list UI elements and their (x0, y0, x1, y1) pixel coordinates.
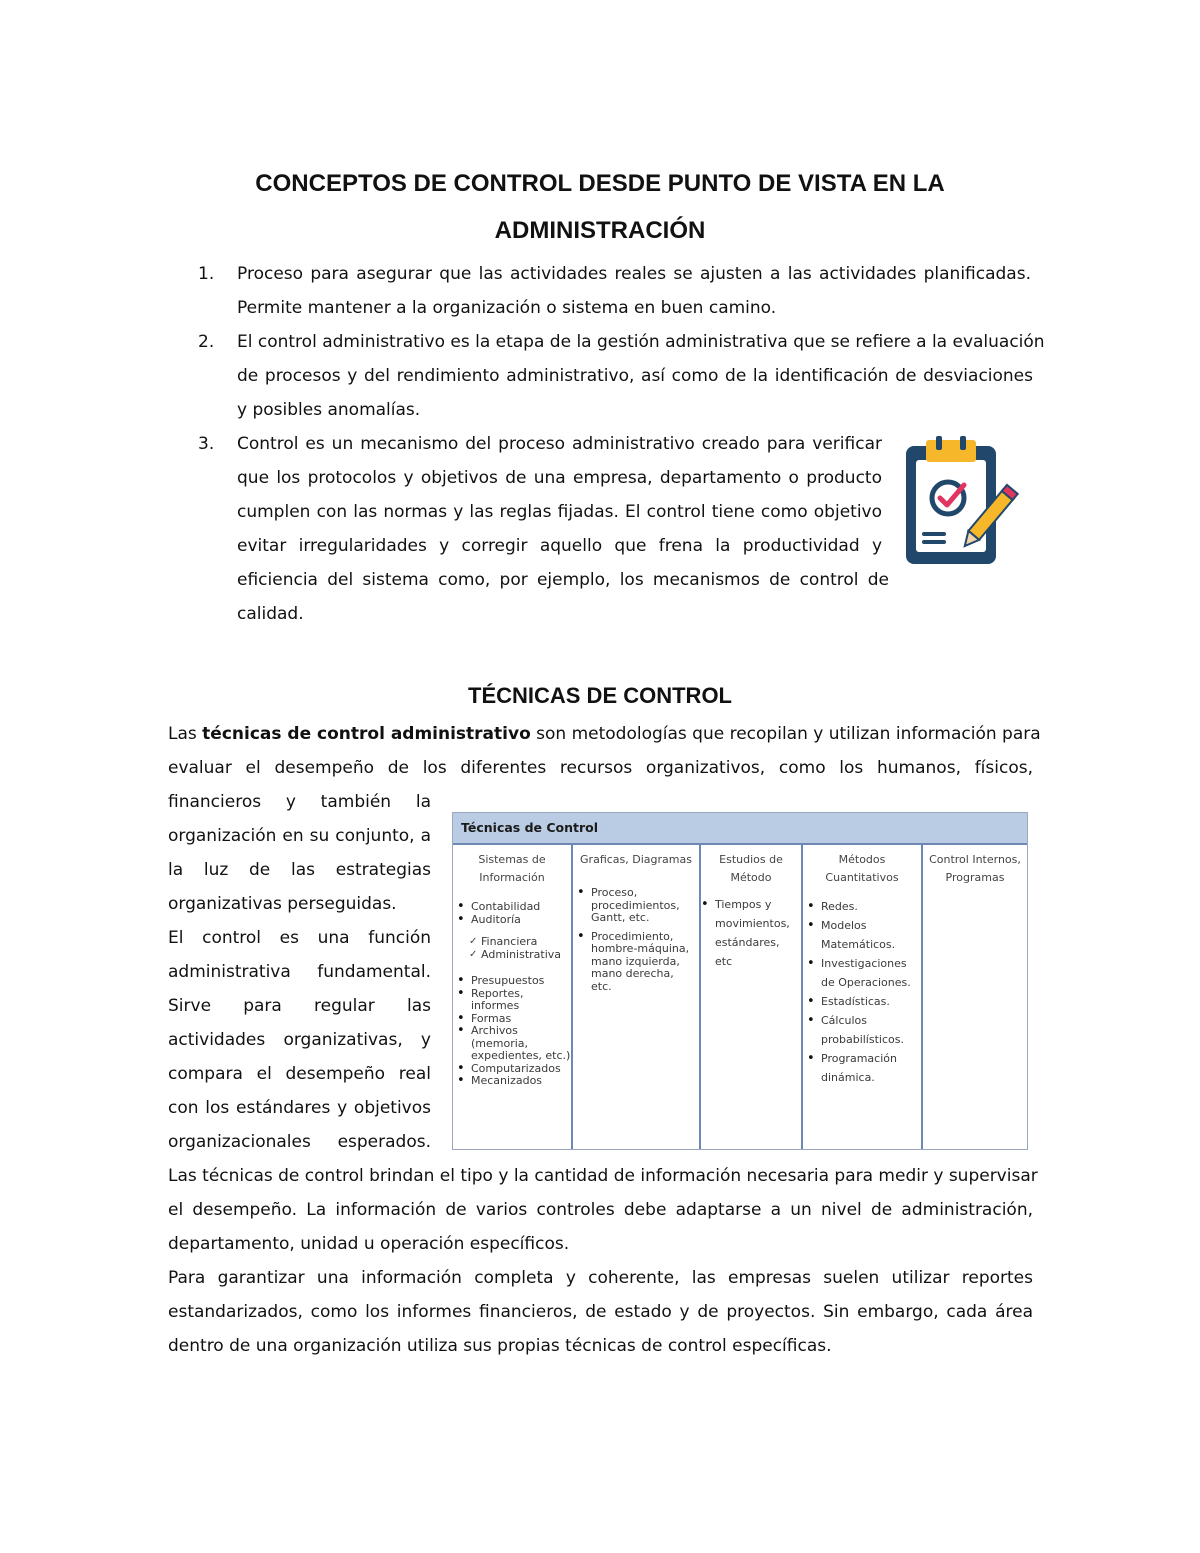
list-item: • Tiempos y movimientos, estándares, etc (715, 895, 795, 971)
concept-text-line: Proceso para asegurar que las actividades reales se ajusten a las actividades planificadas. (237, 264, 1031, 284)
column-list (453, 975, 571, 1088)
intro-rest: son metodologías que recopilan y utilizan información para (530, 724, 1041, 744)
intro-prefix: Las (168, 724, 203, 744)
concept-text-line: Permite mantener a la organización o sistema en buen camino. (237, 298, 777, 318)
list-item: • Estadísticas. (821, 992, 915, 1011)
concept-text-line: eficiencia del sistema como, por ejemplo, los mecanismos de control de (237, 570, 889, 590)
intro-narrow-line: organizativas perseguidas. (168, 894, 397, 914)
figure-column-estudios (701, 845, 803, 1149)
list-item: • Proceso, procedimientos, Gantt, etc. (591, 887, 693, 925)
paragraph-line: Para garantizar una información completa y coherente, las empresas suelen utilizar reportes (168, 1268, 1033, 1288)
list-item: • Redes. (821, 897, 915, 916)
intro-line-1 (168, 717, 1041, 751)
intro-narrow-line: la luz de las estrategias (168, 860, 431, 880)
list-item: • Computarizados (471, 1063, 571, 1076)
paragraph-line: estandarizados, como los informes financieros, de estado y de proyectos. Sin embargo, cada área (168, 1302, 1033, 1322)
document-title-line-1: CONCEPTOS DE CONTROL DESDE PUNTO DE VISTA EN LA (255, 170, 945, 197)
intro-narrow-line: administrativa fundamental. (168, 962, 431, 982)
concept-text-line: y posibles anomalías. (237, 400, 421, 420)
column-list (453, 901, 571, 926)
concept-text-line: calidad. (237, 604, 304, 624)
list-number: 2. (198, 332, 215, 352)
concept-text-line: cumplen con las normas y las reglas fijadas. El control tiene como objetivo (237, 502, 882, 522)
list-item: • Investigaciones de Operaciones. (821, 954, 915, 992)
paragraph-line: el desempeño. La información de varios controles debe adaptarse a un nivel de administración, (168, 1200, 1033, 1220)
list-number: 3. (198, 434, 215, 454)
figure-column-sistemas (453, 845, 573, 1149)
intro-narrow-line: Sirve para regular las (168, 996, 431, 1016)
intro-narrow-line: organizacionales esperados. (168, 1132, 431, 1152)
list-number: 1. (198, 264, 215, 284)
intro-narrow-line: El control es una función (168, 928, 431, 948)
concept-text-line: que los protocolos y objetivos de una empresa, departamento o producto (237, 468, 882, 488)
list-item: • Reportes, informes (471, 988, 571, 1013)
column-heading: Estudios de Método (719, 853, 783, 884)
figure-column-graficas (573, 845, 701, 1149)
column-list (701, 895, 801, 971)
paragraph-line: dentro de una organización utiliza sus propias técnicas de control específicas. (168, 1336, 832, 1356)
paragraph-line: Las técnicas de control brindan el tipo y la cantidad de información necesaria para medir y supervisar (168, 1166, 1038, 1186)
list-item: • Procedimiento, hombre-máquina, mano izquierda, mano derecha, etc. (591, 931, 693, 994)
figure-column-control-internos (923, 845, 1027, 1149)
list-item: • Presupuestos (471, 975, 571, 988)
list-item: • Cálculos probabilísticos. (821, 1011, 915, 1049)
list-item: • Contabilidad (471, 901, 571, 914)
figure-column-metodos (803, 845, 923, 1149)
concept-text-line: El control administrativo es la etapa de la gestión administrativa que se refiere a la evaluación (237, 332, 1045, 352)
column-list (573, 887, 699, 993)
column-list (803, 897, 921, 1087)
list-item: • Modelos Matemáticos. (821, 916, 915, 954)
figure-header: Técnicas de Control (453, 813, 1027, 845)
section-title: TÉCNICAS DE CONTROL (468, 683, 732, 708)
document-title-line-2: ADMINISTRACIÓN (494, 217, 706, 244)
intro-bold-term: técnicas de control administrativo (202, 724, 531, 744)
list-item: ✓ Financiera (481, 936, 571, 949)
column-heading: Control Internos, Programas (929, 853, 1021, 884)
concept-text-line: Control es un mecanismo del proceso administrativo creado para verificar (237, 434, 882, 454)
intro-narrow-line: compara el desempeño real (168, 1064, 431, 1084)
list-item: • Programación dinámica. (821, 1049, 915, 1087)
intro-narrow-line: con los estándares y objetivos (168, 1098, 431, 1118)
list-item: • Formas (471, 1013, 571, 1026)
column-heading: Métodos Cuantitativos (825, 853, 899, 884)
intro-narrow-line: actividades organizativas, y (168, 1030, 431, 1050)
list-item: • Auditoría (471, 914, 571, 927)
concept-text-line: de procesos y del rendimiento administrativo, así como de la identificación de desviaciones (237, 366, 1033, 386)
column-sublist (453, 936, 571, 961)
concept-text-line: evitar irregularidades y corregir aquello que frena la productividad y (237, 536, 882, 556)
list-item: ✓ Administrativa (481, 949, 571, 962)
column-heading: Sistemas de Información (478, 853, 546, 884)
clipboard-check-pencil-icon (900, 436, 1020, 568)
intro-narrow-line: organización en su conjunto, a (168, 826, 431, 846)
list-item: • Mecanizados (471, 1075, 571, 1088)
paragraph-line: departamento, unidad u operación específicos. (168, 1234, 570, 1254)
intro-line-2: evaluar el desempeño de los diferentes recursos organizativos, como los humanos, físicos, (168, 758, 1033, 778)
list-item: • Archivos (memoria, expedientes, etc.) (471, 1025, 571, 1063)
techniques-figure (452, 812, 1028, 1150)
intro-narrow-line: financieros y también la (168, 792, 431, 812)
column-heading: Graficas, Diagramas (580, 853, 692, 866)
